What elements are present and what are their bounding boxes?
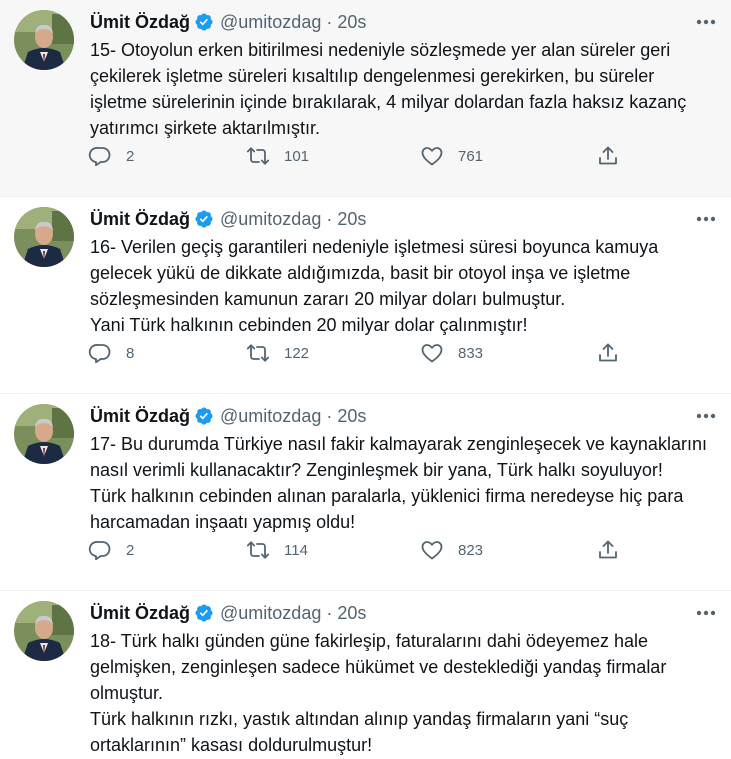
author-handle[interactable]: @umitozdag xyxy=(220,405,322,426)
like-count: 823 xyxy=(458,541,484,559)
author-name[interactable]: Ümit Özdağ xyxy=(90,11,191,32)
tweet-text-line: yatırımcı şirkete aktarılmıştır. xyxy=(90,118,321,138)
tweet-text xyxy=(90,628,720,758)
share-button[interactable] xyxy=(596,339,620,367)
tweet-time[interactable]: 20s xyxy=(337,11,367,32)
like-button[interactable] xyxy=(420,536,483,564)
retweet-icon xyxy=(246,144,270,168)
tweet-time[interactable]: 20s xyxy=(337,405,367,426)
author-name[interactable]: Ümit Özdağ xyxy=(90,405,191,426)
retweet-count: 101 xyxy=(284,147,310,165)
reply-icon xyxy=(88,341,112,365)
tweet-text-line: ortaklarının” kasası doldurulmuştur! xyxy=(90,735,373,755)
tweet-actions xyxy=(88,339,628,367)
reply-count: 2 xyxy=(126,541,135,559)
tweet-text-line: sözleşmesinden kamunun zararı 20 milyar doları bulmuştur. xyxy=(90,289,566,309)
tweet[interactable] xyxy=(0,197,731,394)
like-count: 761 xyxy=(458,147,484,165)
author-handle[interactable]: @umitozdag xyxy=(220,602,322,623)
author-name[interactable]: Ümit Özdağ xyxy=(90,208,191,229)
reply-count: 2 xyxy=(126,147,135,165)
tweet-actions xyxy=(88,142,628,170)
avatar[interactable] xyxy=(14,207,74,267)
more-options-icon[interactable] xyxy=(695,12,717,32)
like-count: 833 xyxy=(458,344,484,362)
retweet-icon xyxy=(246,341,270,365)
like-button[interactable] xyxy=(420,339,483,367)
tweet-header xyxy=(90,404,366,428)
tweet-header xyxy=(90,207,366,231)
tweet-text-line: 17- Bu durumda Türkiye nasıl fakir kalmayarak zenginleşecek ve kaynaklarını xyxy=(90,434,707,454)
share-icon xyxy=(596,341,620,365)
share-button[interactable] xyxy=(596,536,620,564)
tweet-text-line: Türk halkının rızkı, yastık altından alınıp yandaş firmaların yani “suç xyxy=(90,709,629,729)
tweet-text xyxy=(90,431,720,535)
author-handle[interactable]: @umitozdag xyxy=(220,11,322,32)
tweet-text-line: Türk halkının cebinden alınan paralarla, yüklenici firma neredeyse hiç para xyxy=(90,486,684,506)
heart-icon xyxy=(420,144,444,168)
verified-badge-icon xyxy=(194,406,214,426)
separator-dot: · xyxy=(326,602,333,623)
tweet[interactable] xyxy=(0,591,731,759)
tweet-text-line: gelmişken, zenginleşen sadece hükümet ve desteklediği yandaş firmalar xyxy=(90,657,667,677)
verified-badge-icon xyxy=(194,603,214,623)
reply-button[interactable] xyxy=(88,339,134,367)
like-button[interactable] xyxy=(420,142,483,170)
tweet-text-line: çekilerek işletme süreleri kısaltılıp dengelenmesi gerekirken, bu süreler xyxy=(90,66,655,86)
reply-icon xyxy=(88,144,112,168)
separator-dot: · xyxy=(326,11,333,32)
verified-badge-icon xyxy=(194,209,214,229)
tweet-time[interactable]: 20s xyxy=(337,602,367,623)
avatar[interactable] xyxy=(14,404,74,464)
more-options-icon[interactable] xyxy=(695,603,717,623)
share-button[interactable] xyxy=(596,142,620,170)
heart-icon xyxy=(420,538,444,562)
tweet[interactable] xyxy=(0,394,731,591)
retweet-button[interactable] xyxy=(246,339,309,367)
avatar[interactable] xyxy=(14,601,74,661)
tweet-header xyxy=(90,601,366,625)
tweet-text-line: Yani Türk halkının cebinden 20 milyar dolar çalınmıştır! xyxy=(90,315,528,335)
tweet-text-line: 16- Verilen geçiş garantileri nedeniyle işletmesi süresi boyunca kamuya xyxy=(90,237,659,257)
avatar[interactable] xyxy=(14,10,74,70)
reply-icon xyxy=(88,538,112,562)
tweet-text-line: harcamadan inşaatı yapmış oldu! xyxy=(90,512,356,532)
tweet[interactable] xyxy=(0,0,731,197)
verified-badge-icon xyxy=(194,12,214,32)
tweet-time[interactable]: 20s xyxy=(337,208,367,229)
tweet-actions xyxy=(88,536,628,564)
reply-button[interactable] xyxy=(88,142,134,170)
retweet-button[interactable] xyxy=(246,536,308,564)
retweet-count: 122 xyxy=(284,344,310,362)
share-icon xyxy=(596,538,620,562)
author-handle[interactable]: @umitozdag xyxy=(220,208,322,229)
tweet-text-line: gelecek yükü de dikkate aldığımızda, basit bir otoyol inşa ve işletme xyxy=(90,263,631,283)
tweet-header xyxy=(90,10,366,34)
tweet-text-line: nasıl verimli kullanacaktır? Zenginleşmek bir yana, Türk halkı soyuluyor! xyxy=(90,460,663,480)
author-name[interactable]: Ümit Özdağ xyxy=(90,602,191,623)
reply-button[interactable] xyxy=(88,536,134,564)
retweet-button[interactable] xyxy=(246,142,309,170)
tweet-text-line: olmuştur. xyxy=(90,683,164,703)
tweet-text xyxy=(90,37,720,141)
tweet-text-line: 15- Otoyolun erken bitirilmesi nedeniyle sözleşmede yer alan süreler geri xyxy=(90,40,671,60)
share-icon xyxy=(596,144,620,168)
retweet-count: 114 xyxy=(284,541,308,559)
tweet-text-line: 18- Türk halkı günden güne fakirleşip, faturalarını dahi ödeyemez hale xyxy=(90,631,649,651)
tweet-text-line: işletme sürelerinin içinde bırakılarak, 4 milyar dolardan fazla haksız kazanç xyxy=(90,92,687,112)
separator-dot: · xyxy=(326,405,333,426)
reply-count: 8 xyxy=(126,344,135,362)
more-options-icon[interactable] xyxy=(695,209,717,229)
heart-icon xyxy=(420,341,444,365)
tweet-text xyxy=(90,234,720,338)
retweet-icon xyxy=(246,538,270,562)
more-options-icon[interactable] xyxy=(695,406,717,426)
separator-dot: · xyxy=(326,208,333,229)
